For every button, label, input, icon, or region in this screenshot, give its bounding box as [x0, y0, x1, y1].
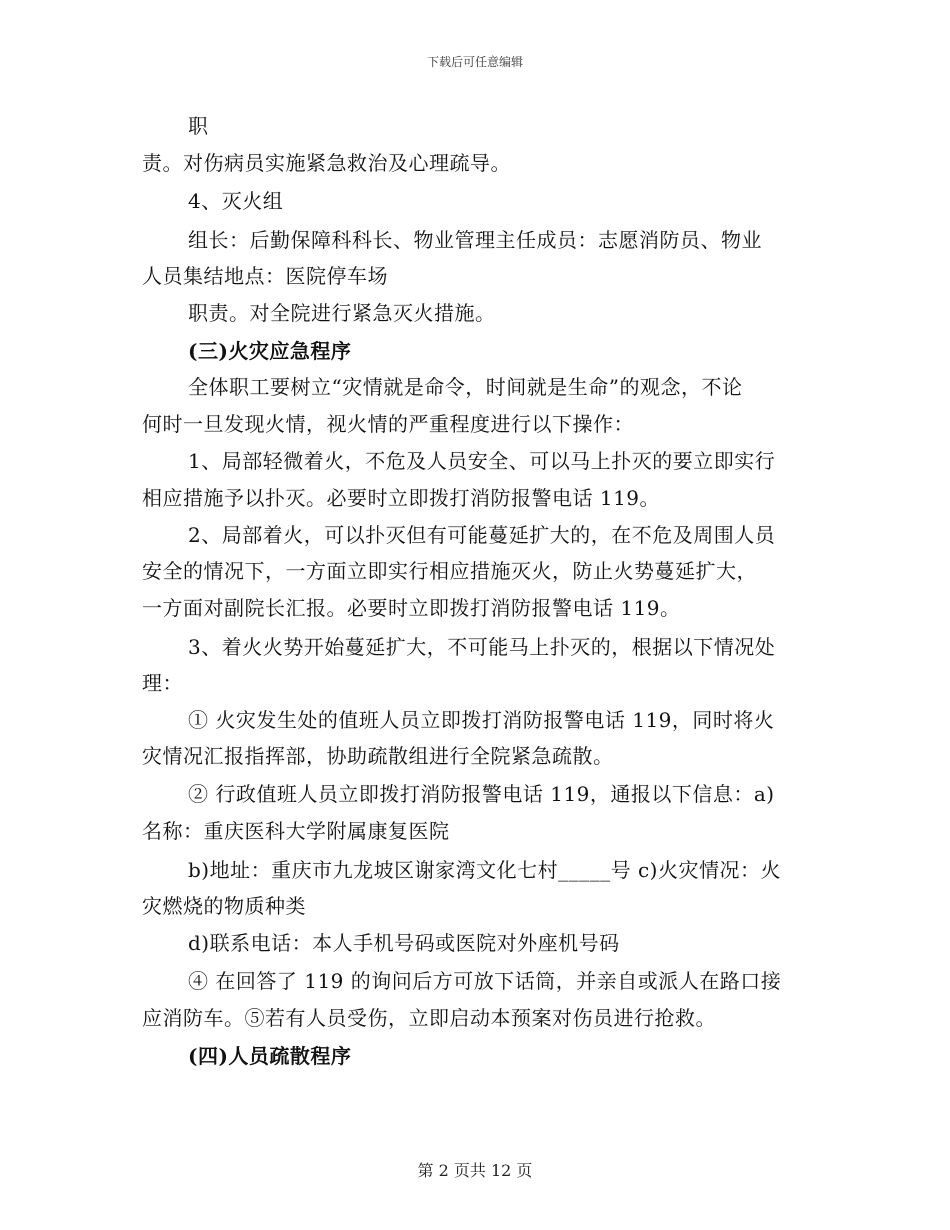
section-heading: (三)火灾应急程序 [188, 339, 352, 363]
body-line: 2、局部着火，可以扑灭但有可能蔓延扩大的，在不危及周围人员 [188, 523, 776, 547]
body-line: 理： [142, 671, 183, 695]
section-heading: (四)人员疏散程序 [188, 1044, 352, 1068]
body-line: 何时一旦发现火情，视火情的严重程度进行以下操作： [142, 412, 634, 436]
body-line: 3、着火火势开始蔓延扩大，不可能马上扑灭的，根据以下情况处 [188, 635, 776, 659]
body-line: d)联系电话：本人手机号码或医院对外座机号码 [188, 931, 620, 955]
body-line: 全体职工要树立“灾情就是命令，时间就是生命”的观念，不论 [188, 375, 743, 399]
body-line: 名称：重庆医科大学附属康复医院 [142, 819, 450, 843]
body-line: 应消防车。⑤若有人员受伤，立即启动本预案对伤员进行抢救。 [142, 1006, 716, 1030]
section-heading: 4、灭火组 [188, 189, 284, 213]
body-line: ② 行政值班人员立即拨打消防报警电话 119，通报以下信息：a) [188, 782, 775, 806]
body-line: 职责。对全院进行紧急灭火措施。 [188, 301, 496, 325]
body-line: b)地址：重庆市九龙坡区谢家湾文化七村_____号 c)火灾情况：火 [188, 858, 781, 882]
body-line: 组长：后勤保障科科长、物业管理主任成员：志愿消防员、物业 [188, 228, 762, 252]
body-line: 灾情况汇报指挥部，协助疏散组进行全院紧急疏散。 [142, 744, 614, 768]
body-line: 职 [188, 114, 209, 138]
body-line: 安全的情况下，一方面立即实行相应措施灭火，防止火势蔓延扩大， [142, 559, 757, 583]
body-line: 人员集结地点：医院停车场 [142, 264, 388, 288]
body-line: ④ 在回答了 119 的询问后方可放下话筒，并亲自或派人在路口接 [188, 969, 782, 993]
body-line: 1、局部轻微着火，不危及人员安全、可以马上扑灭的要立即实行 [188, 449, 776, 473]
body-line: 相应措施予以扑灭。必要时立即拨打消防报警电话 119。 [142, 486, 661, 510]
body-line: ① 火灾发生处的值班人员立即拨打消防报警电话 119，同时将火 [188, 708, 775, 732]
body-line: 责。对伤病员实施紧急救治及心理疏导。 [142, 151, 511, 175]
page-number: 第 2 页共 12 页 [417, 1161, 533, 1180]
page-header-note: 下载后可任意编辑 [426, 55, 523, 69]
body-line: 一方面对副院长汇报。必要时立即拨打消防报警电话 119。 [142, 596, 681, 620]
body-line: 灾燃烧的物质种类 [142, 894, 306, 918]
